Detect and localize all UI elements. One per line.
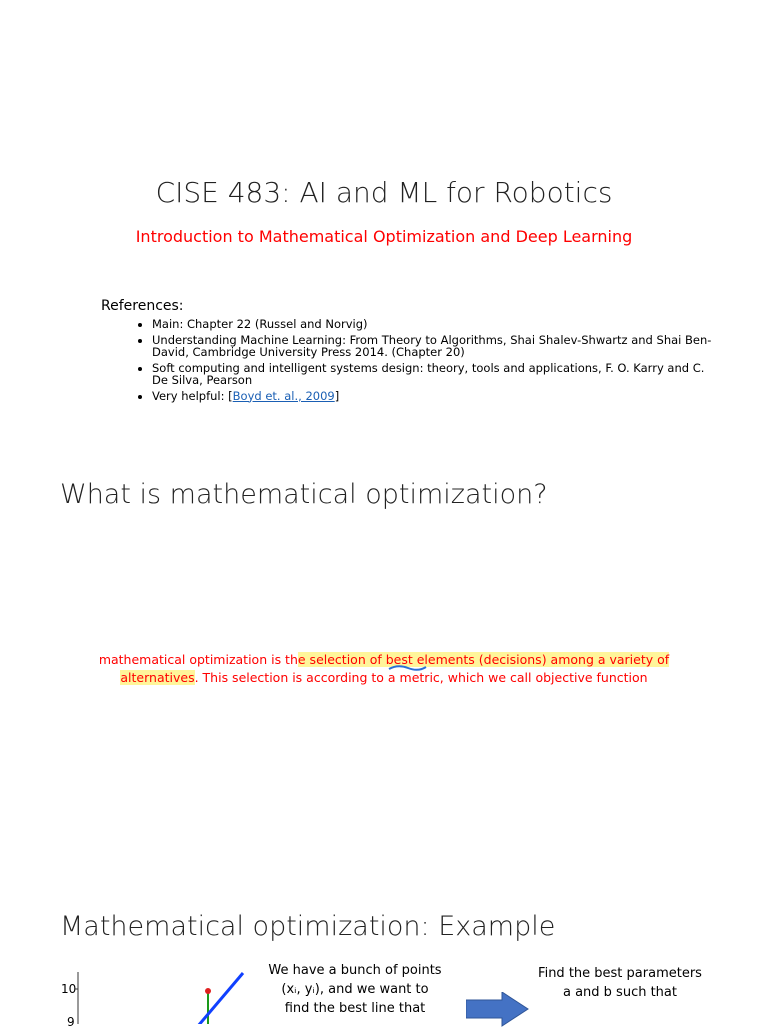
slide-subtitle: Introduction to Mathematical Optimization and Deep Learning bbox=[135, 227, 633, 246]
boyd-reference-link[interactable]: Boyd et. al., 2009 bbox=[232, 388, 335, 403]
section-heading: Mathematical optimization: Example bbox=[60, 911, 556, 942]
goal-line: Find the best parameters bbox=[538, 966, 702, 981]
reference-item bbox=[152, 390, 712, 403]
y-tick-label: 9 bbox=[67, 1015, 75, 1029]
reference-item: • Main: Chapter 22 (Russel and Norvig) bbox=[152, 318, 712, 331]
definition-part: mathematical optimization is th bbox=[98, 652, 298, 667]
example-line: We have a bunch of points bbox=[268, 963, 442, 978]
slide-title: CISE 483: AI and ML for Robotics bbox=[155, 176, 613, 209]
fit-line bbox=[198, 973, 243, 1024]
reference-item: • Understanding Machine Learning: From Theory to Algorithms, Shai Shalev-Shwartz and Shai Ben-David, Cambridge University Press 2014. (Chapter 20) bbox=[152, 334, 712, 359]
example-line: find the best line that bbox=[284, 1001, 426, 1016]
section-heading: What is mathematical optimization? bbox=[60, 479, 548, 510]
references-list bbox=[130, 318, 712, 405]
helpful-prefix: Very helpful: [ bbox=[152, 388, 233, 403]
scatter-line-plot bbox=[74, 970, 254, 1024]
definition-part: . This selection is according to a metric, which we call objective function bbox=[194, 670, 648, 685]
data-point bbox=[205, 988, 211, 994]
helpful-suffix: ] bbox=[334, 388, 340, 403]
example-goal bbox=[520, 964, 720, 1002]
reference-item: • Soft computing and intelligent systems design: theory, tools and applications, F. O. Karry and C. De Silva, Pearson bbox=[152, 362, 712, 387]
ink-underline bbox=[388, 664, 428, 672]
highlighted-definition: e selection of best elements (decisions) among a variety of alternatives bbox=[120, 652, 670, 685]
y-tick-label: 10 bbox=[61, 982, 77, 996]
goal-math-line: a and b such that bbox=[562, 985, 677, 1000]
example-description bbox=[255, 961, 455, 1018]
example-math-line: (xᵢ, yᵢ), and we want to bbox=[281, 982, 429, 997]
references-heading: References: bbox=[101, 298, 184, 314]
definition-text bbox=[60, 651, 708, 687]
